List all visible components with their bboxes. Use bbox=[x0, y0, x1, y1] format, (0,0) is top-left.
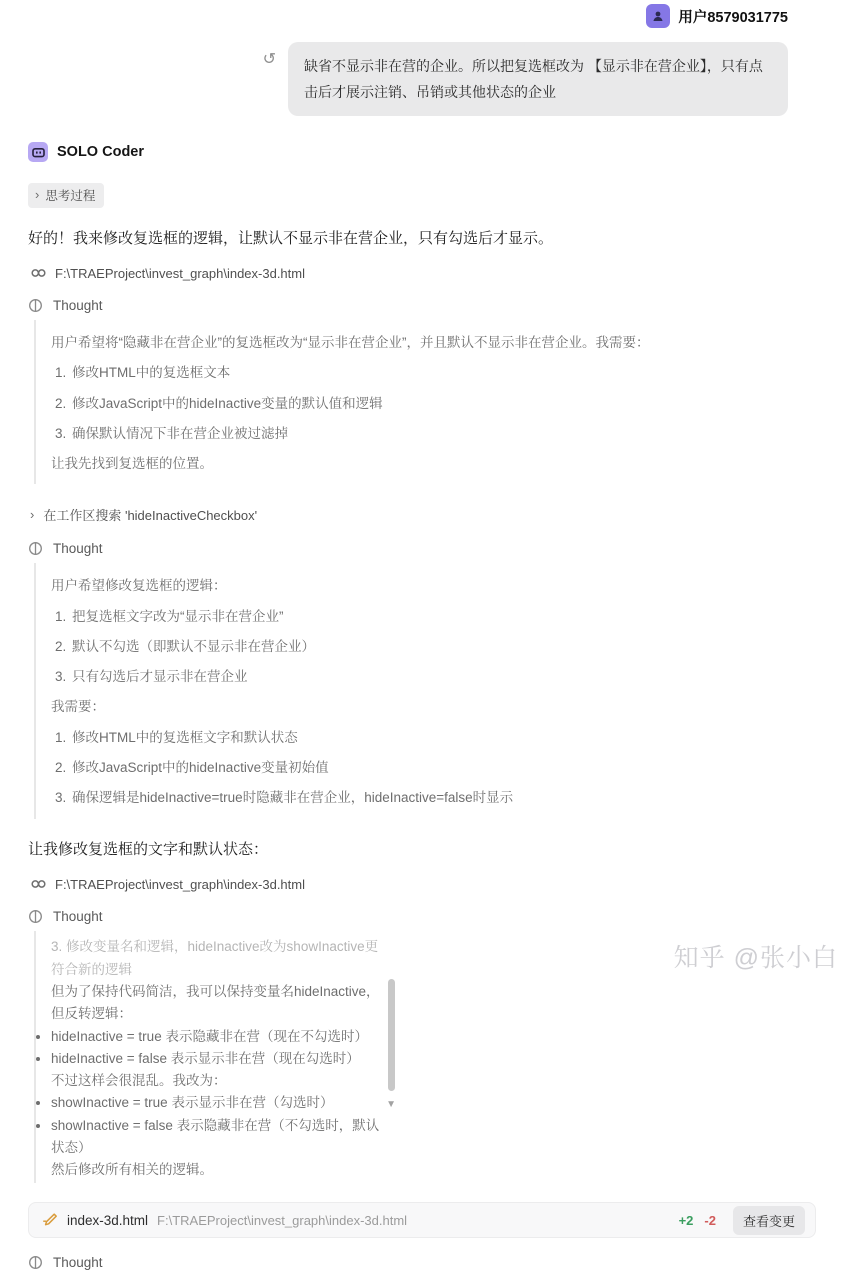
list-item: • showInactive = true 表示显示非在营（勾选时） bbox=[51, 1092, 387, 1114]
file-change-bar[interactable] bbox=[28, 1202, 816, 1238]
thought-icon bbox=[28, 541, 43, 556]
list-item: • hideInactive = false 表示显示非在营（现在勾选时） bbox=[51, 1048, 387, 1070]
thought-label: Thought bbox=[53, 1255, 103, 1270]
changed-file-path: F:\TRAEProject\invest_graph\index-3d.html bbox=[157, 1212, 408, 1228]
assistant-name: SOLO Coder bbox=[57, 144, 145, 160]
thought-label: Thought bbox=[53, 909, 103, 925]
thought-label: Thought bbox=[53, 541, 103, 557]
thought-label: Thought bbox=[53, 298, 103, 313]
assistant-intro-text: 好的！我来修改复选框的逻辑，让默认不显示非在营企业，只有勾选后才显示。 bbox=[28, 230, 554, 247]
thought-header[interactable] bbox=[28, 909, 844, 924]
thought-block-3 bbox=[28, 909, 844, 1183]
username: 用户8579031775 bbox=[678, 9, 788, 26]
thought-paragraph: 用户希望将“隐藏非在营企业”的复选框改为“显示非在营企业”，并且默认不显示非在营企业。我需要： bbox=[51, 335, 650, 350]
list-item: 1. 修改HTML中的复选框文字和默认状态 bbox=[70, 727, 844, 749]
thought-icon bbox=[28, 909, 43, 924]
list-item: 2. 修改JavaScript中的hideInactive变量初始值 bbox=[70, 757, 844, 779]
thought-steps-list bbox=[51, 362, 844, 445]
thought-paragraph: 我需要： bbox=[51, 699, 105, 715]
list-item: 2. 修改JavaScript中的hideInactive变量的默认值和逻辑 bbox=[70, 393, 844, 415]
thought-paragraph: 让我先找到复选框的位置。 bbox=[51, 456, 213, 472]
thought-paragraph-clipped: 3. 修改变量名和逻辑，hideInactive改为showInactive更符合新的逻辑 bbox=[51, 939, 379, 977]
thinking-process-toggle[interactable] bbox=[28, 183, 104, 208]
thought-header[interactable] bbox=[28, 1255, 844, 1270]
thought-paragraph: 不过这样会很混乱。我改为： bbox=[51, 1073, 227, 1089]
user-message-row bbox=[0, 42, 788, 116]
workspace-search-step[interactable] bbox=[30, 505, 844, 524]
user-message-bubble: 缺省不显示非在营的企业。所以把复选框改为 【显示非在营企业】，只有点击后才展示注销、吊销或其他状态的企业 bbox=[288, 42, 788, 116]
file-path-text: F:\TRAEProject\invest_graph\index-3d.html bbox=[55, 876, 305, 892]
list-item: 3. 只有勾选后才显示非在营企业 bbox=[70, 666, 844, 688]
thought-goals-list bbox=[51, 606, 844, 689]
thought-header[interactable] bbox=[28, 298, 844, 313]
file-path-text: F:\TRAEProject\invest_graph\index-3d.html bbox=[55, 265, 305, 281]
thought-paragraph: 用户希望修改复选框的逻辑： bbox=[51, 578, 227, 594]
chevron-right-icon: › bbox=[35, 187, 40, 202]
list-item: 1. 把复选框文字改为“显示非在营企业” bbox=[70, 606, 844, 628]
thought-block-4 bbox=[28, 1255, 844, 1270]
search-step-text: 在工作区搜索 'hideInactiveCheckbox' bbox=[43, 508, 258, 524]
scroll-down-arrow-icon[interactable]: ▼ bbox=[386, 1099, 396, 1111]
list-item: 3. 确保默认情况下非在营企业被过滤掉 bbox=[70, 423, 844, 445]
user-identity-row bbox=[0, 0, 844, 28]
thought-scroll-area[interactable] bbox=[34, 931, 396, 1183]
assistant-brand bbox=[28, 142, 844, 162]
thought-bullet-list bbox=[51, 1092, 387, 1159]
thought-bullet-list bbox=[51, 1026, 387, 1071]
user-avatar bbox=[646, 4, 670, 28]
list-item: • hideInactive = true 表示隐藏非在营（现在不勾选时） bbox=[51, 1026, 387, 1048]
view-changes-button[interactable]: 查看变更 bbox=[733, 1206, 805, 1235]
thought-icon bbox=[28, 298, 43, 313]
link-icon bbox=[30, 265, 47, 281]
changed-filename: index-3d.html bbox=[67, 1212, 149, 1228]
chevron-right-icon: › bbox=[30, 506, 35, 522]
thought-icon bbox=[28, 1255, 43, 1270]
thought-paragraph: 然后修改所有相关的逻辑。 bbox=[51, 1162, 213, 1178]
assistant-transition-text: 让我修改复选框的文字和默认状态： bbox=[28, 841, 269, 859]
thought-paragraph: 但为了保持代码简洁，我可以保持变量名hideInactive，但反转逻辑： bbox=[51, 983, 380, 1022]
person-icon bbox=[650, 8, 666, 24]
deletions-count: -2 bbox=[704, 1212, 716, 1228]
file-link-row[interactable] bbox=[30, 265, 844, 281]
list-item: 2. 默认不勾选（即默认不显示非在营企业） bbox=[70, 636, 844, 658]
thought-header[interactable] bbox=[28, 541, 844, 556]
edit-pencil-icon bbox=[41, 1212, 58, 1229]
thought-steps-list bbox=[51, 727, 844, 810]
list-item: • showInactive = false 表示隐藏非在营（不勾选时，默认状态） bbox=[51, 1115, 387, 1160]
revert-icon[interactable]: ↺ bbox=[262, 51, 276, 68]
thought-block-2 bbox=[28, 541, 844, 819]
list-item: 1. 修改HTML中的复选框文本 bbox=[70, 362, 844, 384]
link-icon bbox=[30, 876, 47, 892]
list-item: 3. 确保逻辑是hideInactive=true时隐藏非在营企业，hideInactive=false时显示 bbox=[70, 787, 844, 809]
thought-content bbox=[34, 320, 844, 484]
thinking-process-label: 思考过程 bbox=[45, 189, 96, 203]
watermark-text: 知乎 @张小白 bbox=[673, 944, 838, 972]
additions-count: +2 bbox=[678, 1212, 694, 1228]
thought-content bbox=[34, 563, 844, 819]
thought-block-1 bbox=[28, 298, 844, 484]
file-link-row[interactable] bbox=[30, 876, 844, 892]
solo-coder-icon bbox=[28, 142, 48, 162]
scrollbar-thumb[interactable] bbox=[388, 979, 395, 1091]
